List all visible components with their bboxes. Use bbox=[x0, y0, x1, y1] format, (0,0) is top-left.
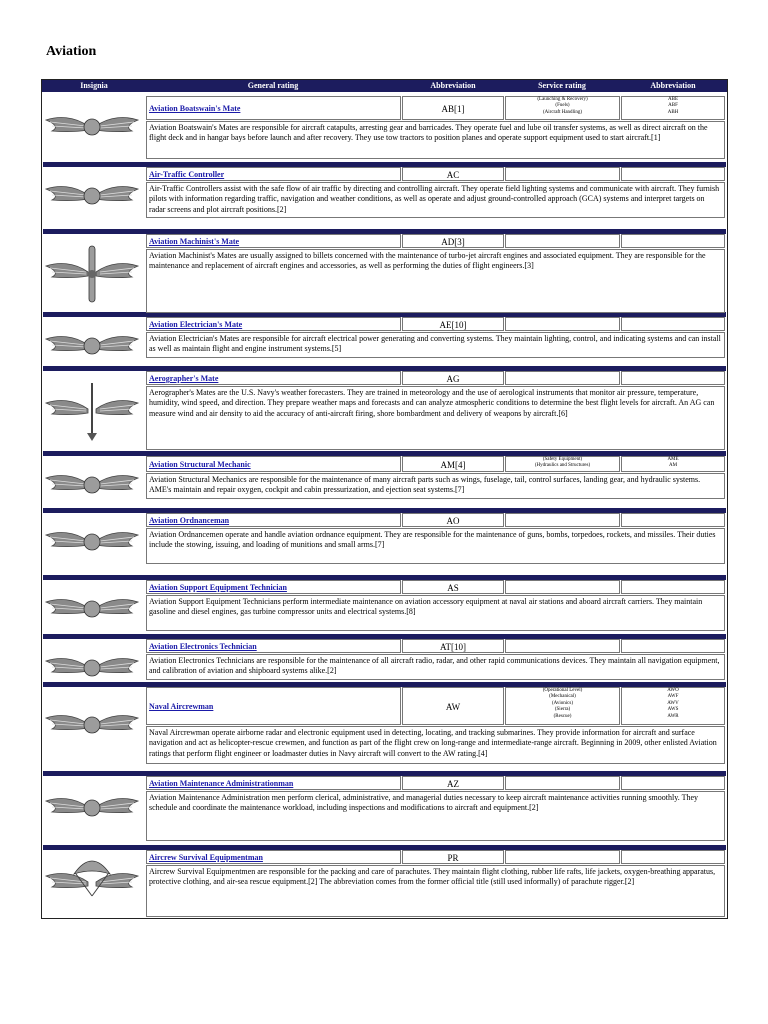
service-abbreviation: AWR bbox=[667, 713, 679, 719]
rating-abbreviation: AT[10] bbox=[402, 639, 504, 653]
rating-description: Aviation Electrician's Mates are responsible for aircraft electrical power generating and converting systems. They maintain lighting, control, and indicating systems and can install as well as maintain flight and engine instrument systems.[5] bbox=[146, 332, 725, 358]
service-abbreviation-cell bbox=[621, 687, 725, 725]
service-rating: (Aircraft Handling) bbox=[542, 109, 582, 115]
rating-name-link[interactable]: Aviation Maintenance Administrationman bbox=[146, 776, 401, 790]
rating-description: Aviation Structural Mechanics are responsible for the maintenance of many aircraft parts such as wings, fuselage, tail, control surfaces, landing gear, and hydraulic systems. AME's maintain and repair oxygen, cockpit and cabin pressurization, and ejection seat systems.[7] bbox=[146, 473, 725, 499]
rating-description: Aerographer's Mates are the U.S. Navy's weather forecasters. They are trained in meteorology and the use of aerological instruments that monitor air pressure, temperature, humidity, wind speed, and direction. They prepare weather maps and forecasts and can analyze atmospheric conditions to determine the best flight levels for aircraft. An AG can measure wind and air density to aid the accuracy of anti-aircraft firing, shore bombardment and delivery of weapons by aircraft.[6] bbox=[146, 386, 725, 450]
rating-abbreviation: AM[4] bbox=[402, 456, 504, 472]
service-rating: (Hydraulics and Structures) bbox=[534, 463, 591, 469]
service-abbreviation: AWV bbox=[667, 700, 679, 706]
rating-name-link[interactable]: Naval Aircrewman bbox=[146, 687, 401, 725]
hammers-wings-icon bbox=[44, 456, 141, 500]
service-abbreviation: ABF bbox=[668, 103, 678, 109]
rating-name-link[interactable]: Aircrew Survival Equipmentman bbox=[146, 850, 401, 864]
rating-name-link[interactable]: Aviation Boatswain's Mate bbox=[146, 96, 401, 120]
service-rating-cell bbox=[505, 513, 620, 527]
tools-wings-icon bbox=[44, 580, 141, 632]
service-abbreviation: AWF bbox=[667, 694, 679, 700]
book-wings-icon bbox=[44, 776, 141, 842]
service-rating-cell bbox=[505, 167, 620, 181]
rating-abbreviation: AE[10] bbox=[402, 317, 504, 331]
anchor-waves-wings-icon bbox=[44, 687, 141, 765]
rating-description: Air-Traffic Controllers assist with the safe flow of air traffic by directing and controlling aircraft. They operate field lighting systems and communicate with aircraft. They furnish pilots with information regarding traffic, navigation and weather conditions, as well as operate and adjust ground-controlled approach (GCA) systems and interpret targets on radar screens and plot aircraft positions.[2] bbox=[146, 182, 725, 218]
service-abbreviation: AWO bbox=[667, 688, 679, 693]
service-abbreviation-cell bbox=[621, 167, 725, 181]
rating-name-link[interactable]: Aviation Electronics Technician bbox=[146, 639, 401, 653]
rating-name-link[interactable]: Aviation Ordnanceman bbox=[146, 513, 401, 527]
service-rating-cell bbox=[505, 371, 620, 385]
service-rating-cell bbox=[505, 776, 620, 790]
service-abbreviation: ABH bbox=[667, 109, 679, 115]
service-rating: (Sierra) bbox=[554, 707, 571, 713]
service-rating-cell bbox=[505, 317, 620, 331]
service-abbreviation: AWS bbox=[667, 707, 679, 713]
header-service-rating: Service rating bbox=[538, 81, 586, 90]
rating-description: Aviation Electronics Technicians are responsible for the maintenance of all aircraft radio, radar, and other rapid communications devices. They maintain all navigation equipment, and calibration of aviation and shipboard systems alike.[2] bbox=[146, 654, 725, 680]
header-service-abbreviation: Abbreviation bbox=[650, 81, 696, 90]
service-abbreviation-cell bbox=[621, 639, 725, 653]
service-rating: (Rescue) bbox=[553, 713, 572, 719]
service-abbreviation: AM bbox=[668, 463, 678, 469]
atom-wings-icon bbox=[44, 639, 141, 681]
rating-description: Naval Aircrewman operate airborne radar and electronic equipment used in detecting, locating, and tracking submarines. They provide information for aircraft and surface navigation and act as helicopter-rescue crewmen, and function as part of the flight crew on long-range and intermediate-range aircraft. Beginning in 2009, other enlisted Aviation ratings that perform flight engineer or loadmaster duties in Navy aircraft will convert to the AW rating.[4] bbox=[146, 726, 725, 764]
rating-abbreviation: AB[1] bbox=[402, 96, 504, 120]
service-abbreviation-cell bbox=[621, 234, 725, 248]
service-abbreviation-cell bbox=[621, 371, 725, 385]
rating-abbreviation: PR bbox=[402, 850, 504, 864]
rating-description: Aviation Ordnancemen operate and handle aviation ordnance equipment. They are responsible for the maintenance of guns, bombs, torpedoes, rockets, and missiles. Their duties include the stowing, issuing, and loading of munitions and small arms.[7] bbox=[146, 528, 725, 564]
service-rating: (Avionics) bbox=[551, 700, 573, 706]
propeller-wings-icon bbox=[44, 234, 141, 314]
rating-abbreviation: AD[3] bbox=[402, 234, 504, 248]
service-abbreviation-cell bbox=[621, 317, 725, 331]
page-title: Aviation bbox=[46, 44, 97, 59]
rating-abbreviation: AC bbox=[402, 167, 504, 181]
service-rating-cell bbox=[505, 639, 620, 653]
service-rating-cell bbox=[505, 850, 620, 864]
rating-description: Aviation Boatswain's Mates are responsible for aircraft catapults, arresting gear and barricades. They operate fuel and lube oil transfer systems, as well as direct aircraft on the flight deck and in hangar bays before launch and after recovery. They use tow tractors to position planes and operate support equipment used to start aircraft.[1] bbox=[146, 121, 725, 159]
rating-abbreviation: AZ bbox=[402, 776, 504, 790]
service-rating: (Fuels) bbox=[555, 103, 570, 109]
service-abbreviation-cell bbox=[621, 776, 725, 790]
rating-name-link[interactable]: Aviation Support Equipment Technician bbox=[146, 580, 401, 594]
service-rating: (Safety Equipment) bbox=[542, 457, 583, 462]
rating-name-link[interactable]: Aerographer's Mate bbox=[146, 371, 401, 385]
service-abbreviation-cell bbox=[621, 850, 725, 864]
service-abbreviation-cell bbox=[621, 513, 725, 527]
radar-wings-icon bbox=[44, 167, 141, 219]
rating-name-link[interactable]: Aviation Electrician's Mate bbox=[146, 317, 401, 331]
anchor-wings-icon bbox=[44, 96, 141, 160]
globe-wings-icon bbox=[44, 317, 141, 359]
service-abbreviation-cell bbox=[621, 580, 725, 594]
rating-abbreviation: AO bbox=[402, 513, 504, 527]
header-abbreviation: Abbreviation bbox=[430, 81, 476, 90]
rating-abbreviation: AW bbox=[402, 687, 504, 725]
service-abbreviation: ABE bbox=[668, 97, 678, 102]
header-insignia: Insignia bbox=[80, 81, 108, 90]
service-abbreviation-cell bbox=[621, 96, 725, 120]
service-rating-cell bbox=[505, 456, 620, 472]
service-rating: (Mechanical) bbox=[549, 694, 576, 700]
bomb-wings-icon bbox=[44, 513, 141, 565]
parachute-wings-icon bbox=[44, 850, 141, 918]
rating-description: Aviation Support Equipment Technicians perform intermediate maintenance on aviation accessory equipment at naval air stations and aboard aircraft carriers. They maintain gasoline and diesel engines, gas turbine compressor units and electrical systems.[8] bbox=[146, 595, 725, 631]
service-rating-cell bbox=[505, 234, 620, 248]
rating-description: Aircrew Survival Equipmentmen are responsible for the packing and care of parachutes. They maintain flight clothing, rubber life rafts, life jackets, oxygen-breathing apparatus, protective clothing, and air-sea rescue equipment.[2] The abbreviation comes from the former official title (still used informally) of parachute rigger.[2] bbox=[146, 865, 725, 917]
rating-name-link[interactable]: Air-Traffic Controller bbox=[146, 167, 401, 181]
rating-name-link[interactable]: Aviation Machinist's Mate bbox=[146, 234, 401, 248]
table-header bbox=[42, 80, 727, 92]
service-rating: (Operational Level) bbox=[542, 688, 583, 693]
rating-abbreviation: AG bbox=[402, 371, 504, 385]
arrow-wings-icon bbox=[44, 371, 141, 451]
service-rating: (Launching & Recovery) bbox=[537, 97, 588, 102]
service-rating-cell bbox=[505, 687, 620, 725]
rating-name-link[interactable]: Aviation Structural Mechanic bbox=[146, 456, 401, 472]
rating-description: Aviation Maintenance Administration men perform clerical, administrative, and managerial duties necessary to keep aircraft maintenance activities running smoothly. They schedule and coordinate the maintenance workload, including inspections and modifications to aircraft and equipment.[2] bbox=[146, 791, 725, 841]
rating-table bbox=[41, 79, 728, 919]
service-rating-cell bbox=[505, 580, 620, 594]
header-general-rating: General rating bbox=[247, 81, 299, 90]
rating-description: Aviation Machinist's Mates are usually assigned to billets concerned with the maintenance of turbo-jet aircraft engines and associated equipment. They are responsible for the maintenance and replacement of aircraft engines and accessories, as well as performing the duties of flight engineers.[3] bbox=[146, 249, 725, 313]
service-abbreviation: AME bbox=[667, 457, 679, 462]
service-abbreviation-cell bbox=[621, 456, 725, 472]
service-rating-cell bbox=[505, 96, 620, 120]
rating-abbreviation: AS bbox=[402, 580, 504, 594]
